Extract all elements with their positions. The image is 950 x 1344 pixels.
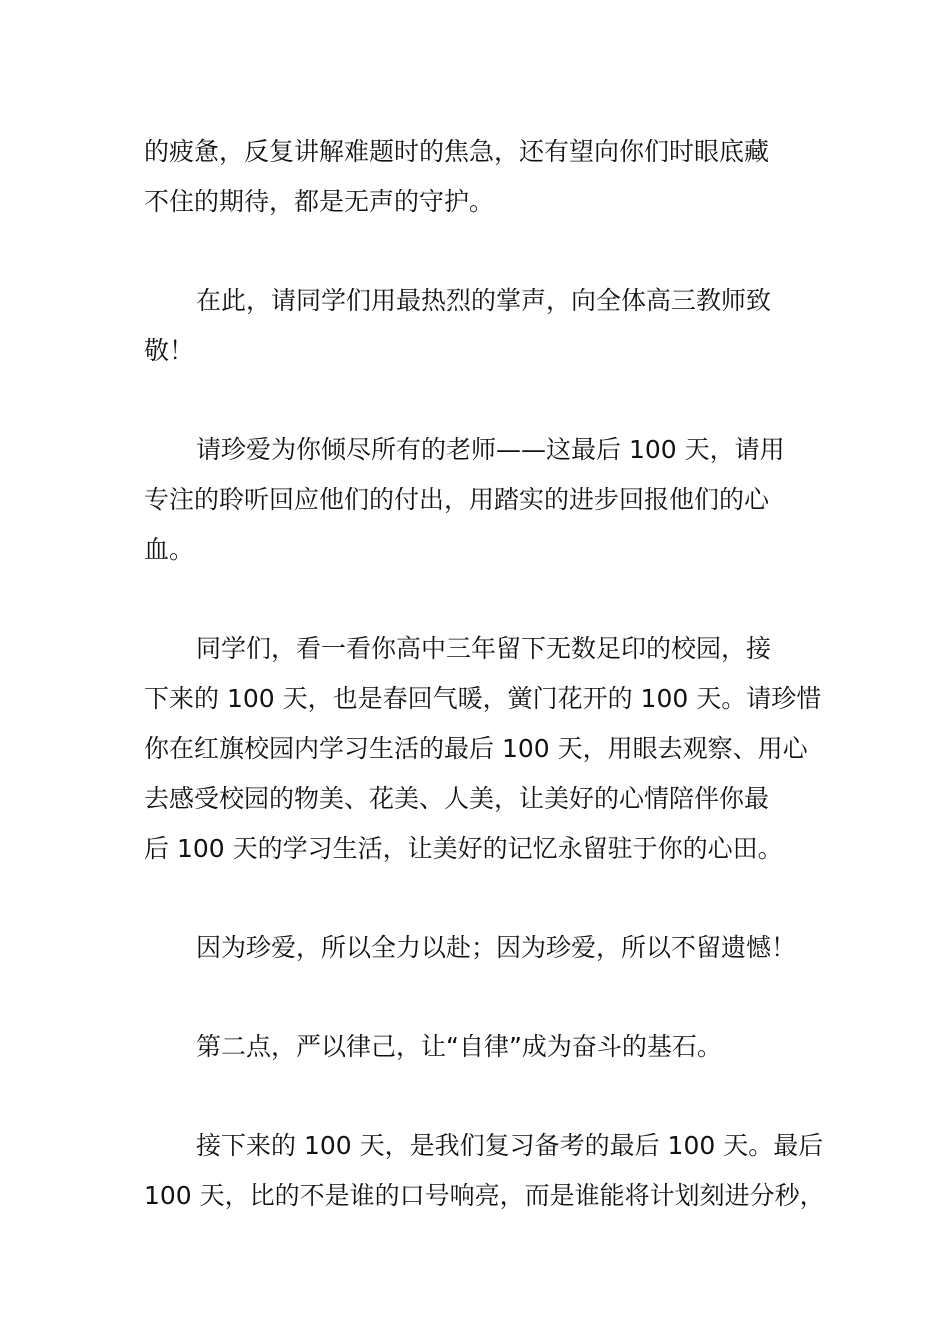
text-line: 第二点，严以律己，让“自律”成为奋斗的基石。 (196, 1032, 722, 1061)
text-line: 不住的期待，都是无声的守护。 (144, 187, 495, 216)
text-line: 在此，请同学们用最热烈的掌声，向全体高三教师致 (196, 286, 772, 315)
text-line: 100 天，比的不是谁的口号响亮，而是谁能将计划刻进分秒， (144, 1181, 825, 1210)
text-line: 的疲惫，反复讲解难题时的焦急，还有望向你们时眼底藏 (144, 137, 770, 166)
text-line: 接下来的 100 天，是我们复习备考的最后 100 天。最后 (196, 1131, 824, 1160)
text-line: 因为珍爱，所以全力以赴；因为珍爱，所以不留遗憾！ (196, 933, 797, 962)
text-line: 专注的聆听回应他们的付出，用踏实的进步回报他们的心 (144, 485, 770, 514)
text-line: 敬！ (144, 336, 195, 365)
text-line: 你在红旗校园内学习生活的最后 100 天，用眼去观察、用心 (144, 734, 808, 763)
text-line: 后 100 天的学习生活，让美好的记忆永留驻于你的心田。 (144, 834, 783, 863)
text-line: 同学们，看一看你高中三年留下无数足印的校园，接 (196, 634, 772, 663)
text-line: 下来的 100 天，也是春回气暖，黉门花开的 100 天。请珍惜 (144, 684, 822, 713)
text-line: 请珍爱为你倾尽所有的老师——这最后 100 天，请用 (196, 435, 785, 464)
text-line: 血。 (144, 535, 195, 564)
text-line: 去感受校园的物美、花美、人美，让美好的心情陪伴你最 (144, 784, 770, 813)
